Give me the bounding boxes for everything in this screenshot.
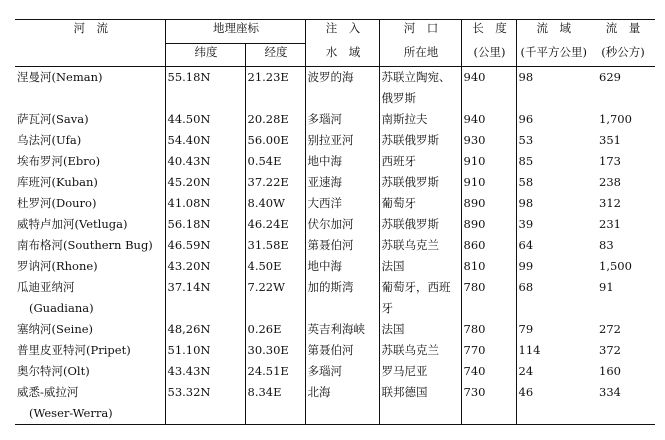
length-cell-text: 770 (463, 343, 486, 357)
mouth-cell-text-2: 牙 (381, 301, 393, 315)
discharge-cell (589, 382, 655, 425)
discharge-cell (589, 130, 655, 151)
area-cell-text: 24 (518, 364, 534, 378)
length-cell-text: 730 (463, 385, 486, 399)
area-cell (516, 256, 589, 277)
lon-cell (245, 109, 305, 130)
area-cell (516, 67, 589, 110)
table-row (15, 361, 655, 382)
area-cell (516, 340, 589, 361)
lat-cell (165, 340, 245, 361)
lon-cell (245, 235, 305, 256)
flow-into-cell-text: 波罗的海 (307, 70, 354, 84)
mouth-cell (379, 235, 461, 256)
lon-cell (245, 151, 305, 172)
discharge-cell (589, 214, 655, 235)
lon-cell-text: 31.58E (247, 238, 289, 252)
flow-into-cell-text: 别拉亚河 (307, 133, 354, 147)
discharge-cell-text: 351 (599, 133, 621, 147)
mouth-cell-text: 罗马尼亚 (381, 364, 428, 378)
lat-cell-text: 51.10N (167, 343, 211, 357)
flow-into-cell (305, 382, 379, 425)
river-name-cell (15, 67, 165, 110)
lat-cell-text: 41.08N (167, 196, 211, 210)
discharge-cell-text: 1,500 (599, 259, 632, 273)
lat-cell (165, 235, 245, 256)
discharge-cell-text: 238 (599, 175, 621, 189)
river-name-cell-text: 乌法河(Ufa) (17, 133, 82, 147)
header-flow-into: 注 入 (305, 20, 379, 44)
area-cell-text: 64 (518, 238, 534, 252)
header-length: 长 度 (461, 20, 516, 44)
mouth-cell (379, 130, 461, 151)
length-cell (461, 214, 516, 235)
lat-cell-text: 53.32N (167, 385, 211, 399)
lon-cell (245, 193, 305, 214)
river-name-cell-text-2: (Guadiana) (29, 301, 94, 315)
flow-into-cell (305, 214, 379, 235)
discharge-cell-text: 83 (599, 238, 614, 252)
length-cell-text: 940 (463, 112, 486, 126)
lon-cell (245, 361, 305, 382)
flow-into-cell (305, 277, 379, 319)
length-cell-text: 780 (463, 322, 486, 336)
flow-into-cell (305, 256, 379, 277)
flow-into-cell-text: 加的斯湾 (307, 280, 354, 294)
flow-into-cell-text: 地中海 (307, 154, 342, 168)
lat-cell (165, 319, 245, 340)
discharge-cell-text: 173 (599, 154, 621, 168)
discharge-cell (589, 235, 655, 256)
table-row (15, 67, 655, 110)
river-name-cell (15, 109, 165, 130)
lat-cell-text: 40.43N (167, 154, 211, 168)
mouth-cell-text: 苏联俄罗斯 (381, 217, 439, 231)
flow-into-cell (305, 319, 379, 340)
discharge-cell (589, 319, 655, 340)
header-area-unit: (千平方公里) (516, 44, 589, 67)
flow-into-cell-text: 大西洋 (307, 196, 342, 210)
river-name-cell-text: 萨瓦河(Sava) (17, 112, 89, 126)
flow-into-cell (305, 130, 379, 151)
lat-cell-text: 55.18N (167, 70, 211, 84)
flow-into-cell-text: 第聂伯河 (307, 343, 354, 357)
river-name-cell (15, 214, 165, 235)
lon-cell (245, 382, 305, 425)
lon-cell-text: 37.22E (247, 175, 289, 189)
river-name-cell-text: 罗讷河(Rhone) (17, 259, 98, 273)
flow-into-cell-text: 多瑙河 (307, 364, 342, 378)
header-coords: 地理座标 (165, 20, 305, 44)
river-name-cell (15, 340, 165, 361)
flow-into-cell-text: 亚速海 (307, 175, 342, 189)
discharge-cell-text: 91 (599, 280, 614, 294)
river-name-cell (15, 193, 165, 214)
discharge-cell-text: 629 (599, 70, 621, 84)
length-cell-text: 890 (463, 196, 486, 210)
flow-into-cell (305, 109, 379, 130)
lat-cell-text: 37.14N (167, 280, 211, 294)
lon-cell (245, 67, 305, 110)
lat-cell-text: 44.50N (167, 112, 211, 126)
mouth-cell-text-2: 俄罗斯 (381, 91, 416, 105)
table-row (15, 130, 655, 151)
table-row (15, 151, 655, 172)
header-lat: 纬度 (165, 44, 245, 67)
river-name-cell-text: 威特卢加河(Vetluga) (17, 217, 128, 231)
header-length-unit: (公里) (461, 44, 516, 67)
table-row (15, 214, 655, 235)
lon-cell-text: 0.54E (247, 154, 282, 168)
flow-into-cell (305, 340, 379, 361)
lat-cell (165, 193, 245, 214)
river-name-cell (15, 151, 165, 172)
flow-into-cell-text: 地中海 (307, 259, 342, 273)
length-cell (461, 382, 516, 425)
area-cell (516, 193, 589, 214)
mouth-cell (379, 277, 461, 319)
mouth-cell-text: 法国 (381, 259, 405, 273)
flow-into-cell-text: 北海 (307, 385, 331, 399)
table-body (15, 67, 655, 425)
mouth-cell (379, 67, 461, 110)
header-river: 河 流 (15, 20, 165, 67)
lon-cell (245, 214, 305, 235)
lat-cell-text: 43.20N (167, 259, 211, 273)
flow-into-cell-text: 第聂伯河 (307, 238, 354, 252)
table-row (15, 319, 655, 340)
discharge-cell-text: 272 (599, 322, 621, 336)
river-name-cell-text-2: (Weser-Werra) (29, 406, 113, 420)
area-cell (516, 151, 589, 172)
lat-cell (165, 172, 245, 193)
mouth-cell (379, 319, 461, 340)
lat-cell-text: 48,26N (167, 322, 211, 336)
area-cell-text: 39 (518, 217, 534, 231)
discharge-cell-text: 1,700 (599, 112, 632, 126)
area-cell (516, 382, 589, 425)
mouth-cell (379, 340, 461, 361)
lon-cell (245, 319, 305, 340)
river-name-cell-text: 普里皮亚特河(Pripet) (17, 343, 131, 357)
mouth-cell-text: 西班牙 (381, 154, 416, 168)
table-row (15, 340, 655, 361)
mouth-cell-text: 苏联乌克兰 (381, 238, 439, 252)
mouth-cell (379, 109, 461, 130)
length-cell-text: 860 (463, 238, 486, 252)
river-name-cell (15, 277, 165, 319)
flow-into-cell (305, 67, 379, 110)
lon-cell-text: 24.51E (247, 364, 289, 378)
mouth-cell (379, 361, 461, 382)
header-mouth: 河 口 (379, 20, 461, 44)
lon-cell (245, 172, 305, 193)
header-mouth-2: 所在地 (379, 44, 461, 67)
length-cell-text: 780 (463, 280, 486, 294)
lon-cell-text: 4.50E (247, 259, 282, 273)
lon-cell-text: 8.40W (247, 196, 285, 210)
table-row (15, 109, 655, 130)
mouth-cell-text: 苏联乌克兰 (381, 343, 439, 357)
river-name-cell (15, 319, 165, 340)
table-row (15, 172, 655, 193)
lat-cell-text: 54.40N (167, 133, 211, 147)
river-name-cell (15, 382, 165, 425)
river-table (15, 19, 655, 425)
discharge-cell (589, 340, 655, 361)
discharge-cell (589, 109, 655, 130)
area-cell (516, 172, 589, 193)
area-cell (516, 130, 589, 151)
area-cell-text: 53 (518, 133, 534, 147)
header-discharge: 流 量 (589, 20, 655, 44)
lon-cell-text: 20.28E (247, 112, 289, 126)
mouth-cell-text: 苏联俄罗斯 (381, 175, 439, 189)
length-cell-text: 910 (463, 154, 486, 168)
discharge-cell-text: 160 (599, 364, 621, 378)
river-name-cell-text: 塞纳河(Seine) (17, 322, 94, 336)
length-cell-text: 930 (463, 133, 486, 147)
lon-cell-text: 56.00E (247, 133, 289, 147)
river-name-cell-text: 库班河(Kuban) (17, 175, 98, 189)
discharge-cell (589, 193, 655, 214)
length-cell-text: 810 (463, 259, 486, 273)
flow-into-cell (305, 193, 379, 214)
lat-cell-text: 56.18N (167, 217, 211, 231)
length-cell-text: 890 (463, 217, 486, 231)
river-name-cell (15, 235, 165, 256)
river-name-cell (15, 172, 165, 193)
lat-cell (165, 214, 245, 235)
area-cell (516, 361, 589, 382)
lat-cell-text: 45.20N (167, 175, 211, 189)
length-cell (461, 340, 516, 361)
lon-cell-text: 30.30E (247, 343, 289, 357)
area-cell-text: 46 (518, 385, 534, 399)
mouth-cell-text: 苏联立陶宛、 (381, 70, 451, 84)
mouth-cell-text: 联邦德国 (381, 385, 428, 399)
discharge-cell (589, 67, 655, 110)
mouth-cell-text: 苏联俄罗斯 (381, 133, 439, 147)
discharge-cell-text: 231 (599, 217, 621, 231)
flow-into-cell-text: 多瑙河 (307, 112, 342, 126)
area-cell (516, 109, 589, 130)
length-cell (461, 130, 516, 151)
lat-cell (165, 109, 245, 130)
area-cell-text: 114 (518, 343, 541, 357)
mouth-cell-text: 法国 (381, 322, 405, 336)
table-row (15, 277, 655, 319)
lon-cell-text: 7.22W (247, 280, 285, 294)
mouth-cell (379, 382, 461, 425)
discharge-cell (589, 277, 655, 319)
header-area: 流 域 (516, 20, 589, 44)
length-cell (461, 319, 516, 340)
discharge-cell (589, 256, 655, 277)
lon-cell-text: 8.34E (247, 385, 282, 399)
table-row (15, 382, 655, 425)
lat-cell (165, 256, 245, 277)
discharge-cell (589, 151, 655, 172)
lon-cell-text: 0.26E (247, 322, 282, 336)
length-cell (461, 235, 516, 256)
area-cell-text: 85 (518, 154, 534, 168)
header-discharge-unit: (秒公方) (589, 44, 655, 67)
area-cell-text: 68 (518, 280, 534, 294)
lat-cell-text: 43.43N (167, 364, 211, 378)
mouth-cell (379, 256, 461, 277)
table-row (15, 235, 655, 256)
mouth-cell-text: 南斯拉夫 (381, 112, 428, 126)
length-cell (461, 172, 516, 193)
lat-cell-text: 46.59N (167, 238, 211, 252)
header-flow-into-2: 水 域 (305, 44, 379, 67)
area-cell-text: 98 (518, 196, 534, 210)
discharge-cell-text: 372 (599, 343, 621, 357)
lon-cell-text: 21.23E (247, 70, 289, 84)
mouth-cell (379, 214, 461, 235)
river-name-cell-text: 涅曼河(Neman) (17, 70, 103, 84)
lon-cell-text: 46.24E (247, 217, 289, 231)
area-cell (516, 214, 589, 235)
area-cell (516, 277, 589, 319)
river-name-cell (15, 361, 165, 382)
mouth-cell-text: 葡萄牙 (381, 196, 416, 210)
lon-cell (245, 277, 305, 319)
length-cell (461, 361, 516, 382)
flow-into-cell (305, 235, 379, 256)
lat-cell (165, 130, 245, 151)
lat-cell (165, 382, 245, 425)
lat-cell (165, 151, 245, 172)
discharge-cell-text: 334 (599, 385, 621, 399)
river-name-cell-text: 埃布罗河(Ebro) (17, 154, 101, 168)
length-cell-text: 940 (463, 70, 486, 84)
lat-cell (165, 277, 245, 319)
river-name-cell (15, 130, 165, 151)
area-cell-text: 99 (518, 259, 534, 273)
length-cell (461, 109, 516, 130)
discharge-cell-text: 312 (599, 196, 621, 210)
mouth-cell (379, 172, 461, 193)
river-name-cell-text: 威悉-威拉河 (17, 385, 79, 399)
length-cell (461, 193, 516, 214)
length-cell (461, 277, 516, 319)
flow-into-cell (305, 172, 379, 193)
river-name-cell (15, 256, 165, 277)
mouth-cell (379, 151, 461, 172)
river-name-cell-text: 杜罗河(Douro) (17, 196, 97, 210)
discharge-cell (589, 361, 655, 382)
header-lon: 经度 (245, 44, 305, 67)
flow-into-cell (305, 361, 379, 382)
flow-into-cell (305, 151, 379, 172)
flow-into-cell-text: 英吉利海峡 (307, 322, 365, 336)
table-row (15, 193, 655, 214)
area-cell (516, 319, 589, 340)
length-cell-text: 910 (463, 175, 486, 189)
area-cell-text: 58 (518, 175, 534, 189)
discharge-cell (589, 172, 655, 193)
length-cell-text: 740 (463, 364, 486, 378)
table-row (15, 256, 655, 277)
river-name-cell-text: 瓜迪亚纳河 (17, 280, 75, 294)
area-cell (516, 235, 589, 256)
lat-cell (165, 361, 245, 382)
flow-into-cell-text: 伏尔加河 (307, 217, 354, 231)
mouth-cell (379, 193, 461, 214)
length-cell (461, 67, 516, 110)
lon-cell (245, 340, 305, 361)
area-cell-text: 96 (518, 112, 534, 126)
lon-cell (245, 256, 305, 277)
river-name-cell-text: 奥尔特河(Olt) (17, 364, 90, 378)
length-cell (461, 151, 516, 172)
length-cell (461, 256, 516, 277)
lon-cell (245, 130, 305, 151)
area-cell-text: 79 (518, 322, 534, 336)
river-name-cell-text: 南布格河(Southern Bug) (17, 238, 153, 252)
mouth-cell-text: 葡萄牙，西班 (381, 280, 451, 294)
area-cell-text: 98 (518, 70, 534, 84)
lat-cell (165, 67, 245, 110)
